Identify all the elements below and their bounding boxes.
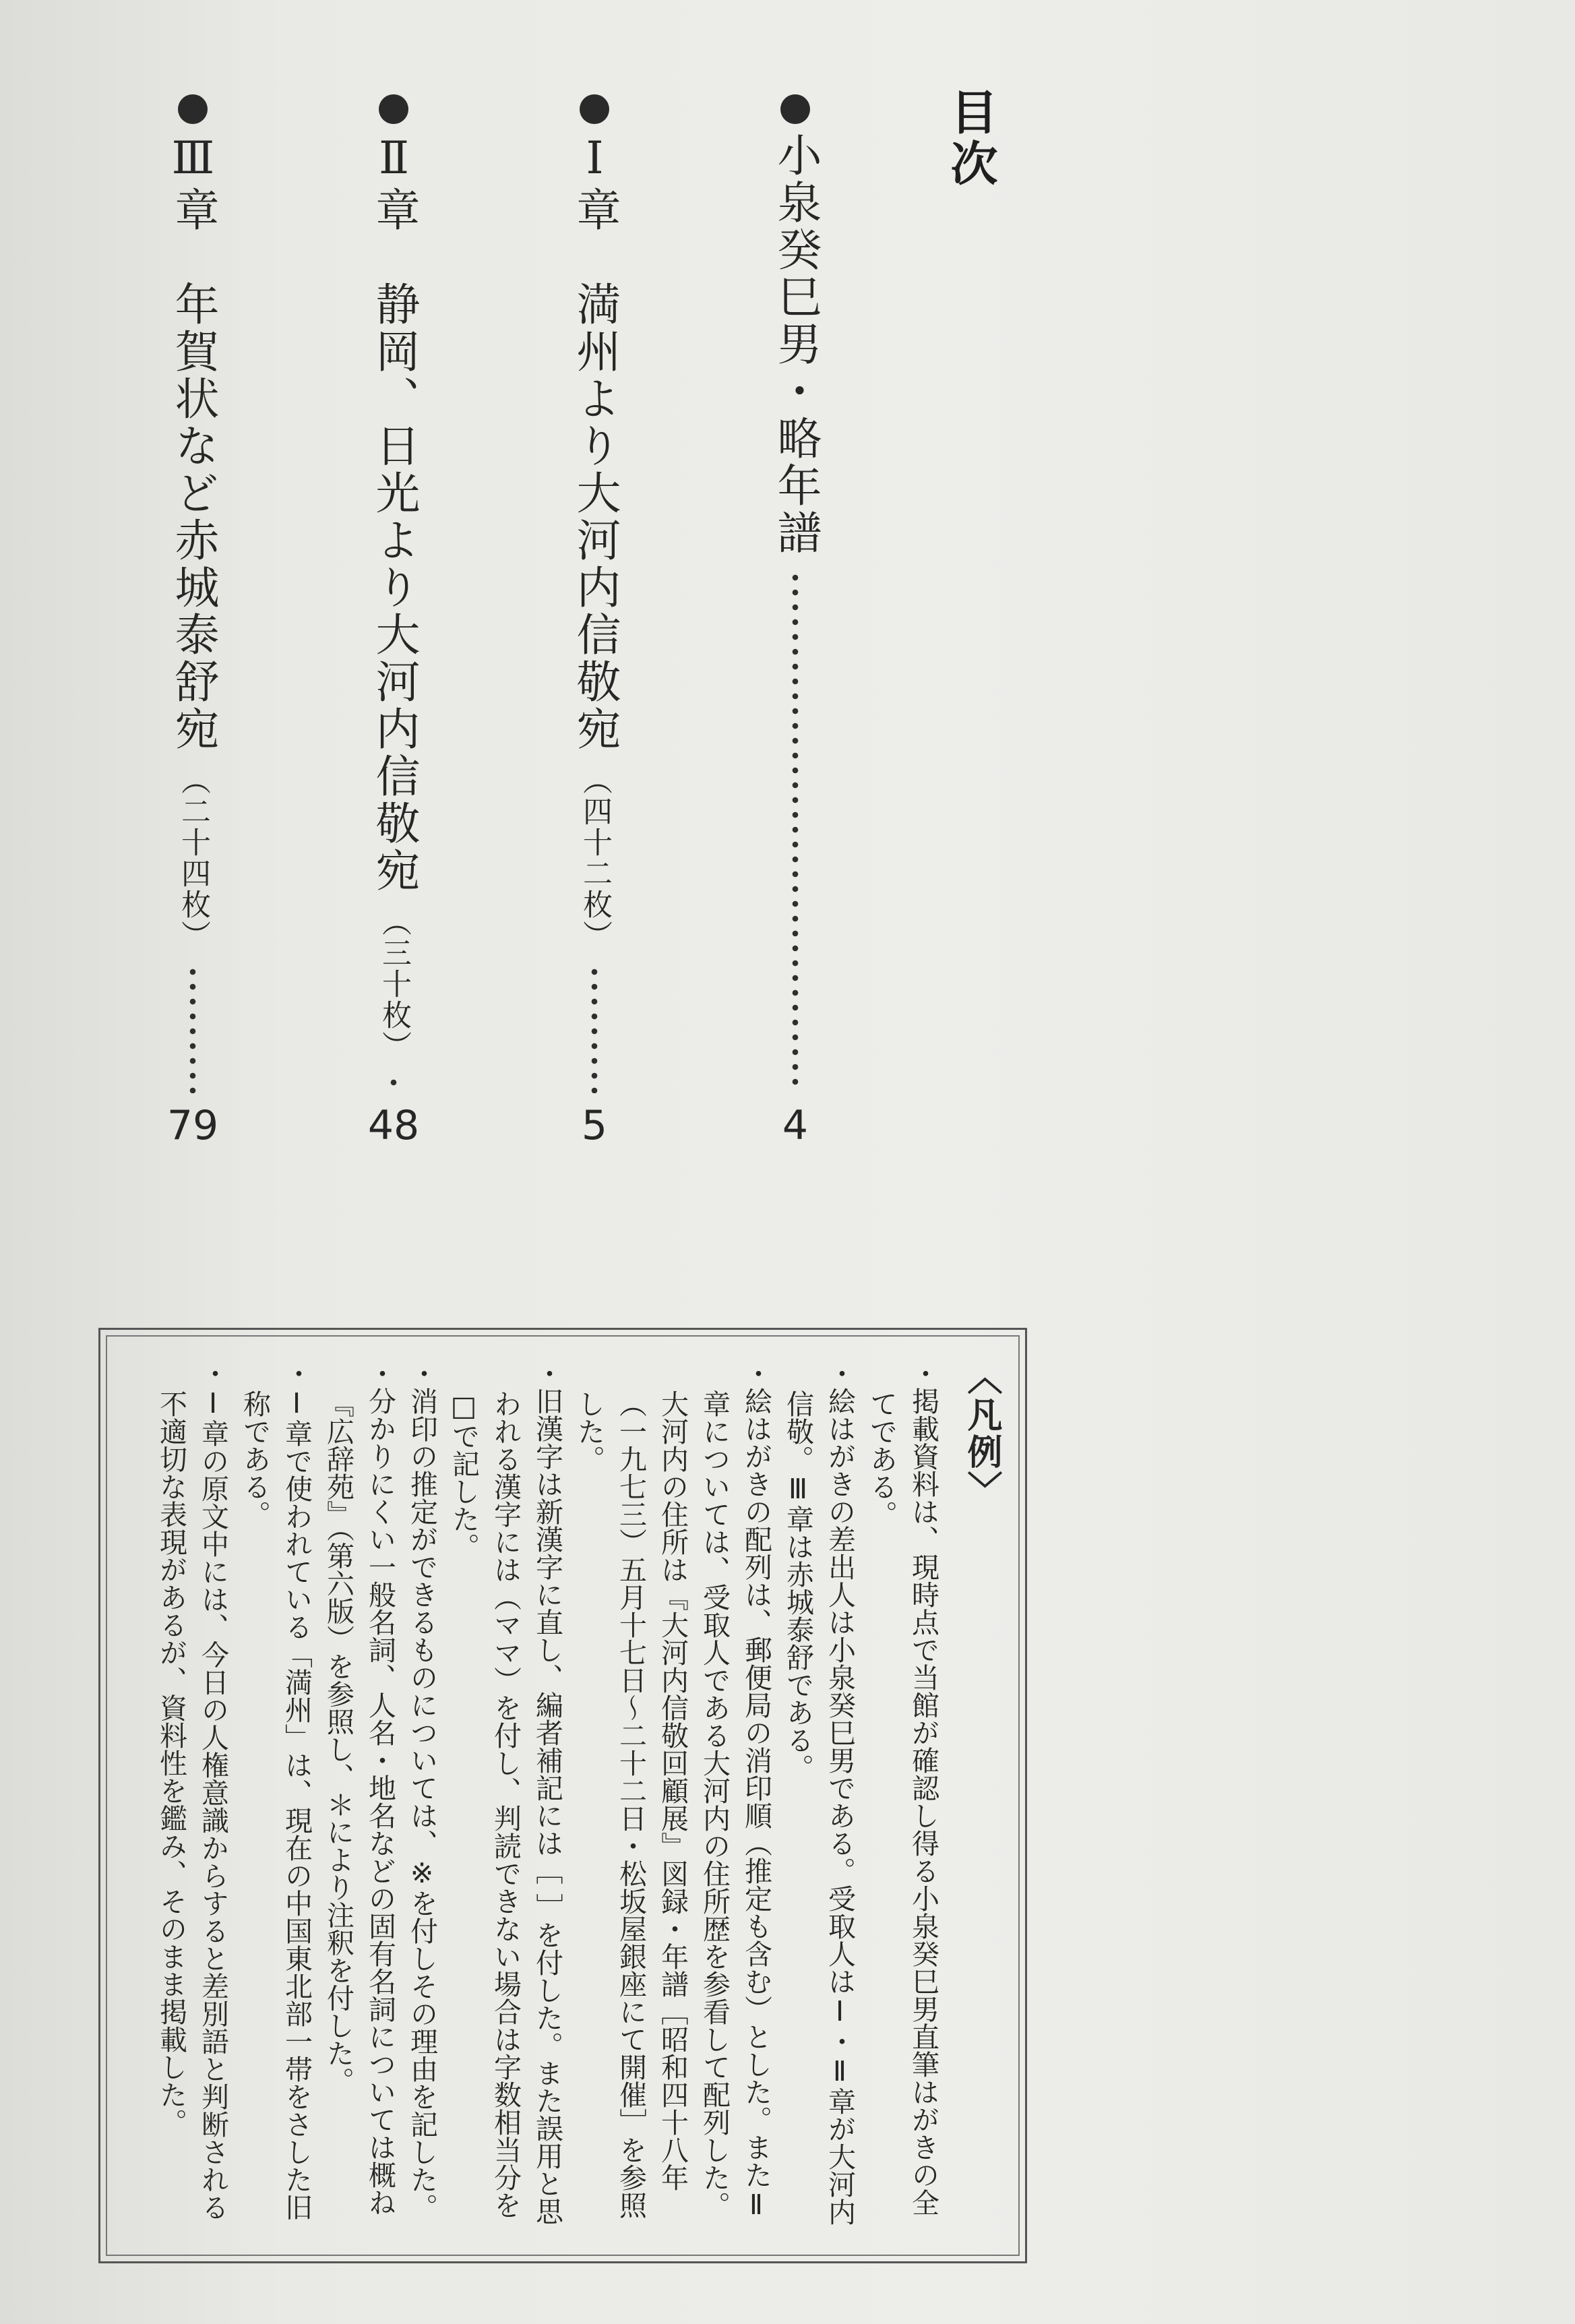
notes-box	[98, 1328, 1027, 2263]
note-bullet: ・	[907, 1359, 939, 1387]
note-bullet: ・	[531, 1359, 563, 1387]
dot-leader	[189, 965, 196, 1093]
note-bullet: ・	[824, 1359, 856, 1387]
toc-entry-page: 5	[581, 1102, 608, 1149]
toc-entry-page: 4	[782, 1102, 809, 1149]
toc-entry-chapter-2[interactable]	[360, 94, 427, 1149]
toc-entry-title: 年賀状など赤城泰舒宛	[167, 281, 219, 753]
bullet-icon	[580, 94, 609, 124]
toc-entry-page: 79	[166, 1102, 219, 1149]
note-item	[777, 1359, 861, 2232]
note-text: 掲載資料は、現時点で当館が確認し得る小泉癸巳男直筆はがきの全てである。	[865, 1387, 939, 2216]
note-text: Ⅰ章で使われている「満州」は、現在の中国東北部一帯をさした旧称である。	[239, 1387, 313, 2221]
toc-entry-title: 満州より大河内信敬宛	[569, 281, 621, 753]
note-bullet: ・	[197, 1359, 229, 1387]
toc-entry-count: （二十四枚）	[176, 765, 210, 951]
note-item	[150, 1359, 234, 2232]
toc-entry-chapter: Ⅲ章	[167, 132, 219, 234]
note-item	[443, 1359, 568, 2232]
toc-entry-chapter: Ⅱ章	[368, 132, 420, 234]
toc-entry-count: （三十枚）	[377, 907, 411, 1062]
note-text: Ⅰ章の原文中には、今日の人権意識からすると差別語と判断される不適切な表現があるが、資料性を鑑み、そのまま掲載した。	[155, 1387, 229, 2221]
toc-entry-chronology[interactable]	[762, 94, 829, 1149]
notes-content	[100, 1330, 1025, 2261]
toc-entry-count: （四十二枚）	[578, 765, 612, 951]
toc-entry-title: 小泉癸巳男・略年譜	[770, 132, 822, 557]
note-text: 絵はがきの配列は、郵便局の消印順（推定も含む）とした。またⅡ章については、受取人である大河内の住所歴を参看して配列した。大河内の住所は『大河内信敬回顧展』図録・年譜［昭和四十八年（一九七三）五月十七日〜二十二日・松坂屋銀座にて開催］を参照した。	[573, 1387, 772, 2221]
note-item	[861, 1359, 944, 2232]
toc-entry-chapter-3[interactable]	[159, 94, 226, 1149]
bullet-icon	[780, 94, 810, 124]
note-bullet: ・	[364, 1359, 396, 1387]
note-text: 絵はがきの差出人は小泉癸巳男である。受取人はⅠ・Ⅱ章が大河内信敬。Ⅲ章は赤城泰舒である。	[782, 1387, 856, 2226]
note-bullet: ・	[280, 1359, 313, 1387]
note-text: 旧漢字は新漢字に直し、編者補記には［ ］を付した。また誤用と思われる漢字には（ママ）を付し、判読できない場合は字数相当分を□で記した。	[447, 1387, 563, 2226]
dot-leader	[792, 570, 799, 1093]
dot-leader	[591, 965, 598, 1093]
toc-entry-chapter: Ⅰ章	[569, 132, 621, 234]
note-text: 分かりにくい一般名詞、人名・地名などの固有名詞については概ね『広辞苑』（第六版）を参照し、＊により注釈を付した。	[322, 1387, 396, 2216]
note-item	[317, 1359, 401, 2232]
toc-entry-title: 静岡、日光より大河内信敬宛	[368, 281, 420, 894]
note-bullet: ・	[406, 1359, 438, 1387]
note-item	[568, 1359, 777, 2232]
notes-heading: 〈凡例〉	[961, 1359, 1001, 1508]
note-item	[234, 1359, 317, 2232]
note-bullet: ・	[740, 1359, 772, 1387]
note-text: 消印の推定ができるものについては、※を付しその理由を記した。	[406, 1387, 438, 2221]
toc-entry-chapter-1[interactable]	[561, 94, 628, 1149]
bullet-icon	[178, 94, 208, 124]
dot-leader	[390, 1075, 397, 1093]
bullet-icon	[379, 94, 408, 124]
note-item	[401, 1359, 443, 2232]
toc-title: 目次	[943, 88, 999, 190]
toc-entry-page: 48	[367, 1102, 420, 1149]
